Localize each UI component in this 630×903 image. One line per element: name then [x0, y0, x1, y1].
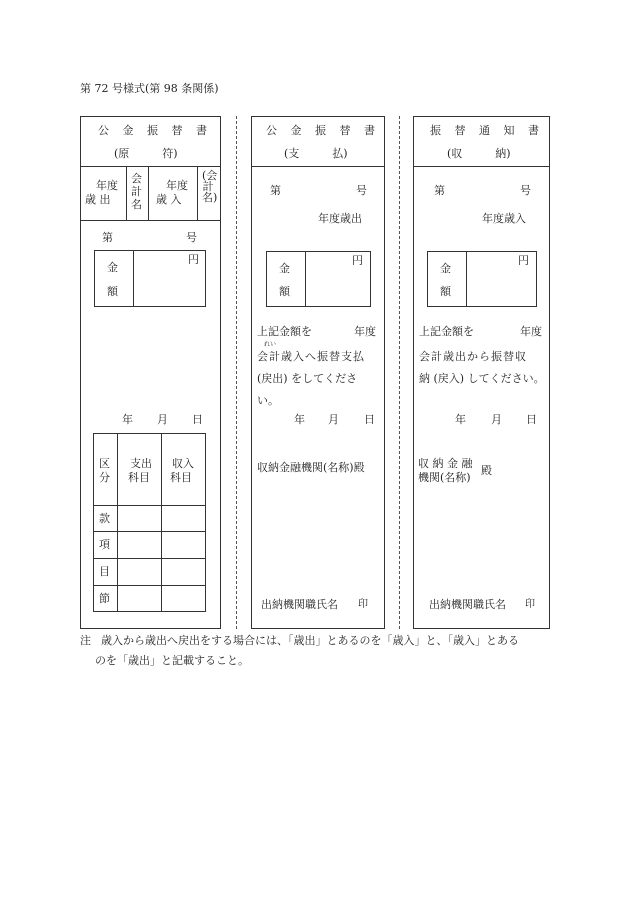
panel3-body-1a: 上記金額を — [419, 325, 474, 338]
panel3-signer: 出納機関職氏名 — [429, 598, 506, 611]
panel2-header-divider — [251, 166, 385, 167]
panel2-title: 公 金 振 替 書 — [266, 124, 380, 137]
panel2-dai: 第 — [270, 184, 281, 197]
panel1-gaku: 額 — [107, 285, 118, 298]
panel1-date-day: 日 — [192, 413, 203, 426]
panel3-subtitle: (収 納) — [447, 147, 511, 160]
panel1-kubun-1: 区 — [99, 457, 110, 470]
panel3-dai: 第 — [434, 184, 445, 197]
panel3-date-month: 月 — [491, 413, 502, 426]
panel1-cell-divider-2 — [148, 166, 149, 220]
panel1-shishutsu-1: 支出 — [130, 457, 152, 470]
note-line-1: 歳入から歳出へ戻出をする場合には、「歳出」とあるのを「歳入」と、「歳入」とある — [101, 634, 519, 647]
panel1-kin: 金 — [107, 261, 118, 274]
panel3-go: 号 — [520, 184, 531, 197]
panel3-title: 振 替 通 知 書 — [430, 124, 544, 137]
panel3-header-divider — [413, 166, 550, 167]
panel3-kin: 金 — [440, 262, 451, 275]
panel2-date-year: 年 — [294, 413, 305, 426]
panel2-date-month: 月 — [328, 413, 339, 426]
panel1-cells-divider — [80, 220, 221, 221]
panel1-go: 号 — [186, 231, 197, 244]
panel1-shunyu-1: 収入 — [172, 457, 194, 470]
cut-line-2 — [399, 116, 400, 629]
panel3-body-3: 納 (戻入) してください。 — [419, 372, 545, 385]
panel1-amount-divider — [133, 250, 134, 307]
panel2-kin: 金 — [279, 262, 290, 275]
panel1-table-row-2 — [93, 531, 206, 532]
panel2-date-day: 日 — [364, 413, 375, 426]
panel1-date-month: 月 — [157, 413, 168, 426]
panel1-kaikeimei-2: 計 — [131, 185, 142, 198]
panel3-gaku: 額 — [440, 285, 451, 298]
panel1-kaikeimei-vertical: (会計名) — [202, 169, 218, 204]
panel3-body-1b: 年度 — [520, 325, 542, 338]
panel1-kaikeimei-3: 名 — [131, 198, 142, 211]
panel1-shishutsu-2: 科目 — [128, 471, 150, 484]
panel2-body-1b: 年度 — [354, 325, 376, 338]
panel1-nendo2-label: 年度 — [166, 179, 188, 192]
panel3-recipient-2: 機関(名称) — [418, 471, 471, 484]
panel1-cell-divider-3 — [197, 166, 198, 220]
panel1-sainyu-label: 歳 入 — [156, 193, 182, 206]
panel1-kubun-2: 分 — [99, 471, 110, 484]
panel1-saishutsu-label: 歳 出 — [85, 193, 111, 206]
panel1-cell-divider-1 — [126, 166, 127, 220]
panel3-date-year: 年 — [455, 413, 466, 426]
panel3-seal: 印 — [525, 599, 535, 610]
panel2-body-4: い。 — [257, 394, 279, 407]
panel2-signer: 出納機関職氏名 — [261, 598, 338, 611]
panel2-amount-divider — [305, 251, 306, 307]
panel2-recipient: 収納金融機関(名称)殿 — [257, 461, 365, 474]
note-line-2: のを「歳出」と記載すること。 — [95, 654, 249, 667]
panel1-shunyu-2: 科目 — [170, 471, 192, 484]
panel1-date-year: 年 — [122, 413, 133, 426]
panel3-recipient-1: 収 納 金 融 — [418, 457, 473, 470]
panel2-go: 号 — [356, 184, 367, 197]
panel1-table-row-4 — [93, 585, 206, 586]
panel2-subtitle: (支 払) — [284, 147, 348, 160]
panel1-title: 公 金 振 替 書 — [98, 124, 212, 137]
panel1-subtitle: (原 符) — [114, 147, 178, 160]
panel2-nendo-line: 年度歳出 — [318, 212, 362, 225]
panel1-table-row-1 — [93, 505, 206, 506]
panel3-nendo-line: 年度歳入 — [482, 212, 526, 225]
panel2-body-3: (戻出) をしてくださ — [257, 372, 358, 385]
panel3-date-day: 日 — [526, 413, 537, 426]
panel1-row-kou: 項 — [99, 538, 110, 551]
panel2-ruby: れい — [264, 341, 277, 348]
panel2-en: 円 — [352, 254, 363, 267]
panel2-body-2: 会計歳入へ振替支払 — [257, 350, 365, 363]
panel1-dai: 第 — [102, 231, 113, 244]
panel1-row-kan: 款 — [99, 512, 110, 525]
form-title: 第 72 号様式(第 98 条関係) — [80, 82, 219, 95]
panel1-en: 円 — [188, 253, 199, 266]
panel1-row-moku: 目 — [99, 565, 110, 578]
panel1-kaikeimei-1: 会 — [131, 172, 142, 185]
panel3-en: 円 — [518, 254, 529, 267]
panel3-body-2: 会計歳出から振替収 — [419, 350, 527, 363]
panel3-amount-divider — [466, 251, 467, 307]
panel1-table-row-3 — [93, 558, 206, 559]
panel1-header-divider — [80, 166, 221, 167]
cut-line-1 — [236, 116, 237, 629]
panel1-row-setsu: 節 — [99, 592, 110, 605]
panel1-nendo-label: 年度 — [96, 179, 118, 192]
panel2-seal: 印 — [358, 599, 368, 610]
panel3-recipient-tono: 殿 — [481, 464, 492, 477]
note-mark: 注 — [80, 634, 91, 647]
panel2-body-1a: 上記金額を — [257, 325, 312, 338]
panel2-gaku: 額 — [279, 285, 290, 298]
